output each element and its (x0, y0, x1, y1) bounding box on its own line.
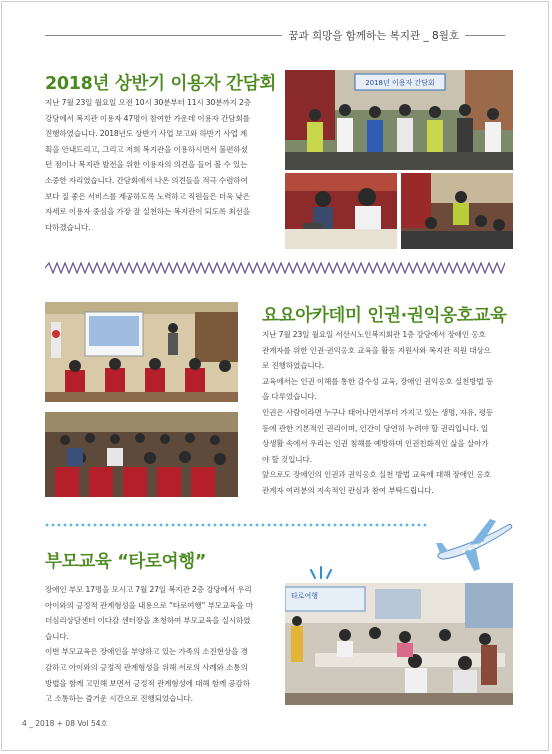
text-line: 야 할 것입니다. (262, 454, 312, 464)
page-footer: 4 _ 2018 + 08 Vol 54호 (22, 719, 108, 728)
text-line: 등에 관한 기본적인 권리이며, 인간이 당연히 누려야 할 권리입니다. 일 (262, 423, 489, 433)
banner-text-tarot: 타로여행 (291, 592, 319, 600)
section3-title: 부모교육 “타로여행” (45, 552, 207, 572)
banner-text-meeting: 2018년 이용자 간담회 (365, 79, 435, 87)
text-line: 을 다루었습니다. (262, 392, 317, 402)
section2-title: 요요아카데미 인권·권익옹호교육 (262, 306, 507, 326)
section1-title: 2018년 상반기 이용자 간담회 (45, 74, 276, 94)
text-line: 다하겠습니다. (45, 222, 91, 232)
photo-meeting-group (285, 70, 513, 170)
text-line: 인권은 사람이라면 누구나 태어나면서부터 가지고 있는 생명, 자유, 평등 (262, 407, 494, 417)
text-line: 자세로 이용자 중심을 가장 잘 실천하는 복지관이 되도록 최선을 (45, 207, 250, 217)
photo-lecture-hall (45, 302, 238, 402)
text-line: 로 진행하였습니다. (262, 361, 325, 371)
text-line: 진행하였습니다. 2018년도 상반기 사업 보고와 하반기 사업 계 (45, 129, 248, 139)
text-line: 상생활 속에서 우리는 인권 침해를 예방하며 인권친화적인 삶을 살아가 (262, 439, 489, 449)
text-line: 지난 7월 23일 월요일 오전 10시 30분부터 11시 30분까지 2층 (45, 98, 251, 107)
text-line: 고 소통하는 즐거운 시간으로 진행되었습니다. (45, 694, 193, 704)
text-line: 장애인 부모 17명을 모시고 7월 27일 복지관 2층 강당에서 우리 (45, 585, 252, 594)
text-line: 지난 7월 23일 월요일 서산시노인복지회관 1층 강당에서 장애인 옹호 (262, 330, 486, 339)
text-line: 던 점이나 복지관 발전을 위한 이용자의 의견을 들어 볼 수 있는 (45, 160, 248, 170)
text-line: 관계자 여러분의 지속적인 관심과 참여 부탁드립니다. (262, 485, 434, 495)
text-line: 교육에서는 인권 이해를 통한 감수성 교육, 장애인 권익옹호 실천방법 등 (262, 376, 494, 386)
sparkle-icon (306, 565, 336, 581)
photo-speaker-table (285, 173, 397, 249)
photo-lecture-audience (45, 412, 238, 497)
section2-body (262, 327, 508, 499)
text-line: 아이와의 긍정적 관계형성을 내용으로 “타로여행” 부모교육을 마 (45, 600, 253, 610)
text-line: 이번 부모교육은 장애인을 부양하고 있는 가족의 소진현상을 경 (45, 647, 248, 657)
section-divider-wavy (45, 262, 505, 274)
photo-tarot-class (285, 583, 513, 705)
text-line: 더심리상담센터 이다감 센터장을 초청하여 부모교육을 실시하였 (45, 616, 251, 626)
text-line: 방법을 함께 고민해 보면서 긍정적 관계형성에 대해 함께 공감하 (45, 678, 250, 688)
header-title: 꿈과 희망을 함께하는 복지관 _ 8월호 (282, 28, 465, 43)
page-header (45, 28, 505, 42)
section1-body (45, 95, 277, 235)
text-line: 강당에서 복지관 이용자 47명이 참여한 가운데 이용자 간담회를 (45, 113, 250, 123)
text-line: 소중한 자리였습니다. 간담회에서 나온 의견들을 적극 수렴하여 (45, 175, 248, 185)
text-line: 앞으로도 장애인의 인권과 권익옹호 실천 방법 교육에 대해 장애인 옹호 (262, 470, 491, 480)
section-divider-dotted (45, 522, 430, 528)
section3-body (45, 582, 277, 707)
text-line: 보다 질 좋은 서비스를 제공하도록 노력하고 직원들은 더욱 낮은 (45, 191, 250, 201)
text-line: 획을 안내드리고, 그리고 저희 복지관을 이용하시면서 불편하셨 (45, 144, 248, 154)
text-line: 습니다. (45, 631, 69, 641)
airplane-icon (434, 513, 514, 575)
text-line: 감하고 아이와의 긍정적 관계형성을 위해 서로의 사례와 소통의 (45, 662, 248, 672)
photo-audience-vest (401, 173, 513, 249)
text-line: 관계자를 위한 인권·권익옹호 교육을 활동 지원사와 복지관 직원 대상으 (262, 345, 491, 355)
